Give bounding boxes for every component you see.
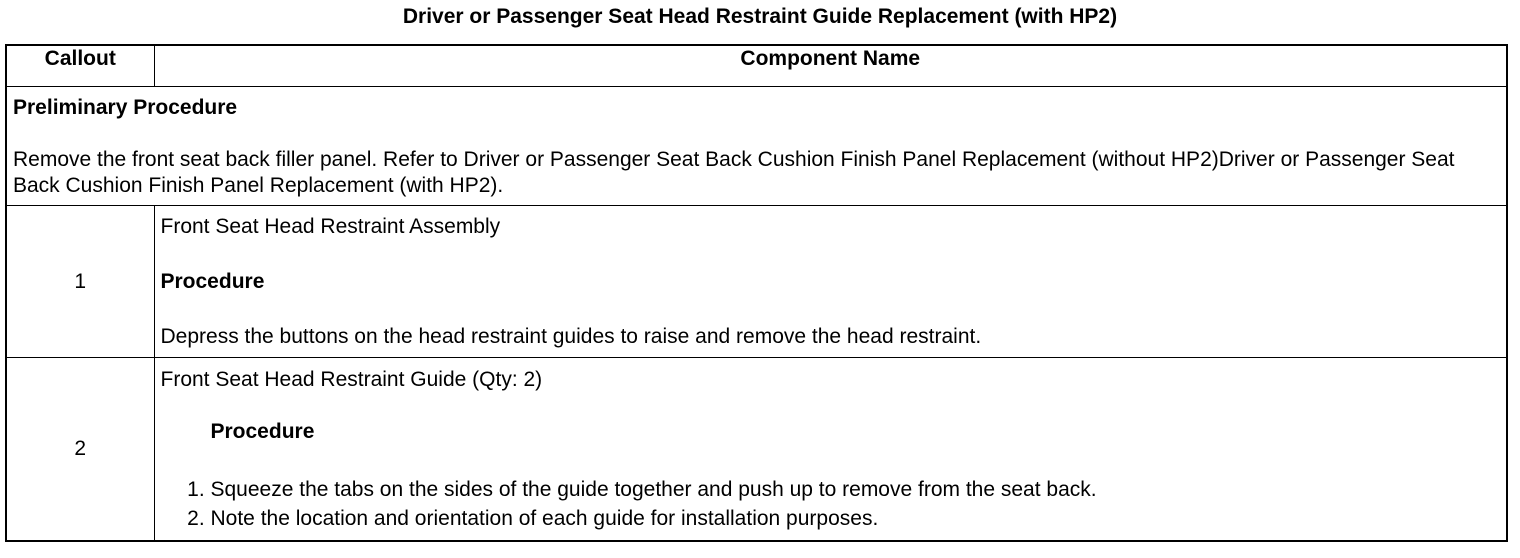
- component-cell: [154, 206, 1507, 358]
- preliminary-text: Remove the front seat back filler panel. Refer to Driver or Passenger Seat Back Cushion Finish Panel Replacement (without HP2)Driver or Passenger Seat Back Cushion Finish Panel Replacement (with HP2).: [13, 148, 1455, 197]
- table-row: [6, 358, 1507, 541]
- component-cell: [154, 358, 1507, 541]
- preliminary-heading: Preliminary Procedure: [13, 96, 238, 119]
- page-title: Driver or Passenger Seat Head Restraint Guide Replacement (with HP2): [402, 5, 1118, 28]
- column-header-callout: Callout: [6, 45, 154, 87]
- column-header-component-name: Component Name: [154, 45, 1507, 87]
- table-row: [6, 206, 1507, 358]
- procedure-label: Procedure: [210, 420, 315, 443]
- callout-number: 1: [6, 206, 154, 358]
- list-item: 2. Note the location and orientation of each guide for installation purposes.: [211, 504, 1507, 533]
- component-name: Front Seat Head Restraint Guide (Qty: 2): [160, 368, 543, 391]
- table-header-row: [6, 45, 1507, 87]
- procedure-label: Procedure: [160, 270, 265, 293]
- component-name: Front Seat Head Restraint Assembly: [160, 215, 501, 238]
- procedure-table: [5, 44, 1508, 542]
- procedure-text: Depress the buttons on the head restraint guides to raise and remove the head restraint.: [160, 325, 982, 348]
- procedure-steps: [161, 475, 1507, 533]
- preliminary-cell: [6, 87, 1507, 206]
- preliminary-row: [6, 87, 1507, 206]
- callout-number: 2: [6, 358, 154, 541]
- list-item: 1. Squeeze the tabs on the sides of the guide together and push up to remove from the seat back.: [211, 475, 1507, 504]
